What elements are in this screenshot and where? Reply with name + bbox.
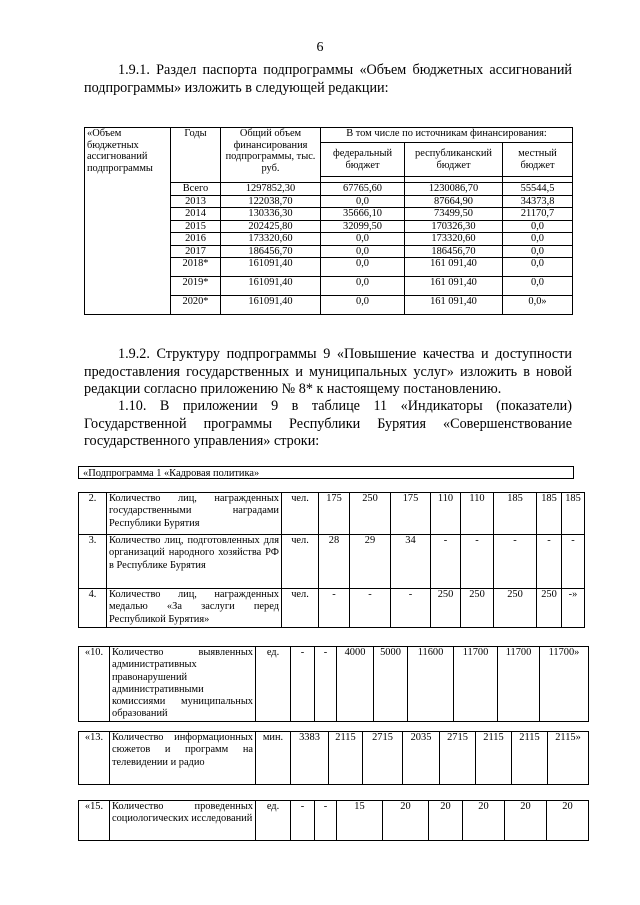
col-local-header: местный бюджет <box>503 143 573 177</box>
finance-row: Всего 1297852,30 67765,60 1230086,70 55544,5 <box>85 183 573 196</box>
finance-table <box>84 127 573 315</box>
finance-row: 2015 202425,80 32099,50 170326,30 0,0 <box>85 220 573 233</box>
col-years-header: Годы <box>171 128 221 183</box>
indicator-table-10 <box>78 646 589 722</box>
indicators-table-a <box>78 492 585 628</box>
finance-subject-cell: «Объем бюджетных ассигнований подпрограммы <box>85 128 171 315</box>
col-republic-header: республиканский бюджет <box>405 143 503 177</box>
finance-row: 2018* 161091,40 0,0 161 091,40 0,0 <box>85 258 573 277</box>
indicator-row: «13. Количество информационных сюжетов и программ на телевидении и радио мин. 3383 2115 2715 2035 2715 2115 2115 2115» <box>79 732 589 785</box>
paragraph-1-9-2: 1.9.2. Структуру подпрограммы 9 «Повышение качества и доступности предоставления государственных и муниципальных услуг» изложить в новой редакции согласно приложению № 8* к настоящему постановлению. <box>84 346 572 398</box>
finance-row: 2013 122038,70 0,0 87664,90 34373,8 <box>85 195 573 208</box>
page-number: 6 <box>316 40 324 55</box>
paragraph-1-10: 1.10. В приложении 9 в таблице 11 «Индикаторы (показатели) Государственной программы Республики Бурятия «Совершенствование государственного управления» строки: <box>84 398 572 450</box>
col-federal-header: федеральный бюджет <box>321 143 405 177</box>
indicator-row: «15. Количество проведенных социологических исследований ед. - - 15 20 20 20 20 20 <box>79 801 589 841</box>
indicator-row: «10. Количество выявленных административных правонарушений административными комиссиями муниципальных образований ед. - - 4000 5000 11600 11700 11700 11700» <box>79 647 589 722</box>
indicator-table-15 <box>78 800 589 841</box>
subprogram-banner: «Подпрограмма 1 «Кадровая политика» <box>78 466 574 479</box>
finance-row: 2016 173320,60 0,0 173320,60 0,0 <box>85 233 573 246</box>
finance-row: 2017 186456,70 0,0 186456,70 0,0 <box>85 245 573 258</box>
indicator-table-13 <box>78 731 589 785</box>
col-total-header: Общий объем финансирования подпрограммы, тыс. руб. <box>221 128 321 183</box>
paragraph-1-9-1: 1.9.1. Раздел паспорта подпрограммы «Объем бюджетных ассигнований подпрограммы» изложить в следующей редакции: <box>84 62 572 96</box>
finance-row: 2019* 161091,40 0,0 161 091,40 0,0 <box>85 277 573 296</box>
indicator-row: 2. Количество лиц, награжденных государственными наградами Республики Бурятия чел. 175 250 175 110 110 185 185 185 <box>79 493 585 535</box>
finance-row: 2014 130336,30 35666,10 73499,50 21170,7 <box>85 208 573 221</box>
col-sources-header: В том числе по источникам финансирования: <box>321 128 573 143</box>
indicator-row: 4. Количество лиц, награжденных медалью «За заслуги перед Республикой Бурятия» чел. - - - 250 250 250 250 -» <box>79 589 585 628</box>
indicator-row: 3. Количество лиц, подготовленных для организаций народного хозяйства РФ в Республике Бурятия чел. 28 29 34 - - - - - <box>79 535 585 589</box>
finance-row: 2020* 161091,40 0,0 161 091,40 0,0» <box>85 296 573 315</box>
